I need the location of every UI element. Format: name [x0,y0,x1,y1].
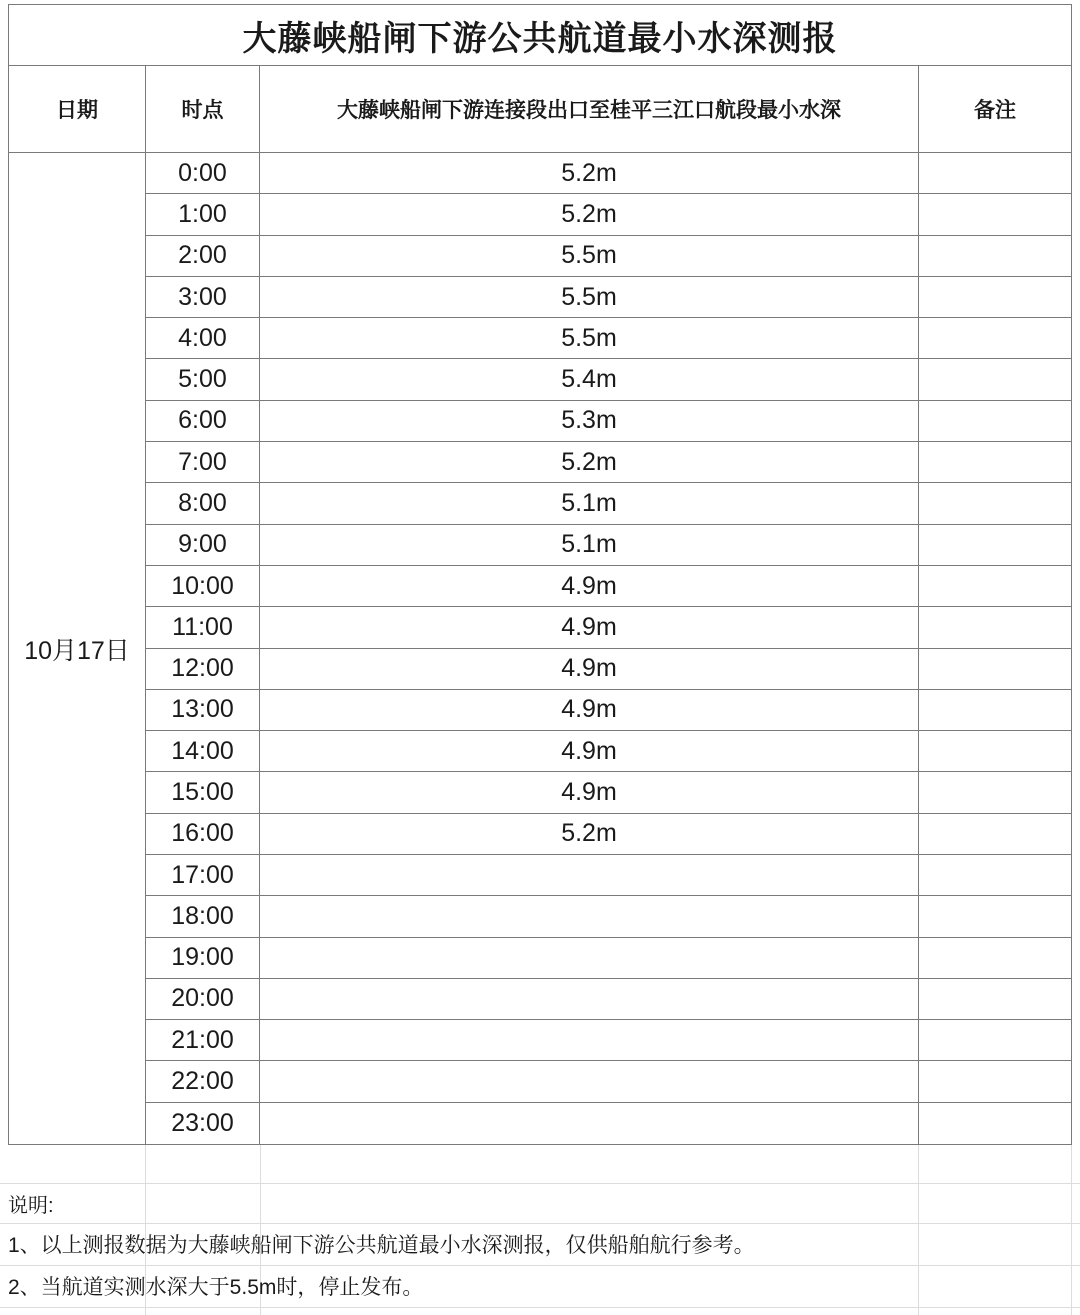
depth-cell: 4.9m [260,566,919,607]
remark-cell [919,194,1071,235]
faint-grid-hline [0,1307,1080,1308]
table-body [9,153,1071,1144]
remark-cell [919,731,1071,772]
depth-cell [260,896,919,937]
remark-cell [919,772,1071,813]
time-cell: 2:00 [146,236,260,277]
time-cell: 16:00 [146,814,260,855]
remark-cell [919,525,1071,566]
time-cell: 9:00 [146,525,260,566]
header-depth: 大藤峡船闸下游连接段出口至桂平三江口航段最小水深 [260,66,919,152]
remark-cell [919,649,1071,690]
time-cell: 12:00 [146,649,260,690]
depth-cell: 4.9m [260,607,919,648]
time-cell: 15:00 [146,772,260,813]
remark-cell [919,855,1071,896]
time-cell: 20:00 [146,979,260,1020]
remark-cell [919,938,1071,979]
header-time: 时点 [146,66,260,152]
remark-cell [919,483,1071,524]
depth-cell [260,979,919,1020]
time-cell: 3:00 [146,277,260,318]
depth-cell: 4.9m [260,772,919,813]
table-header-row [9,66,1071,153]
depth-cell: 5.1m [260,483,919,524]
remark-cell [919,814,1071,855]
header-date: 日期 [9,66,146,152]
depth-cell: 5.5m [260,236,919,277]
remark-cell [919,442,1071,483]
time-cell: 11:00 [146,607,260,648]
depth-cell: 5.5m [260,277,919,318]
time-cell: 1:00 [146,194,260,235]
remark-cell [919,318,1071,359]
note-item-1: 1、以上测报数据为大藤峡船闸下游公共航道最小水深测报，仅供船舶航行参考。 [8,1234,755,1257]
note-item-2: 2、当航道实测水深大于5.5m时，停止发布。 [8,1276,424,1299]
time-cell: 14:00 [146,731,260,772]
depth-cell: 5.1m [260,525,919,566]
time-cell: 5:00 [146,359,260,400]
remark-cell [919,896,1071,937]
remark-cell [919,690,1071,731]
depth-cell [260,1103,919,1144]
remark-cell [919,1020,1071,1061]
notes-label: 说明: [8,1194,54,1217]
depth-cell: 5.4m [260,359,919,400]
time-cell: 0:00 [146,153,260,194]
depth-cell: 5.5m [260,318,919,359]
depth-cell [260,1061,919,1102]
time-cell: 10:00 [146,566,260,607]
time-cell: 7:00 [146,442,260,483]
time-cell: 8:00 [146,483,260,524]
time-cell: 17:00 [146,855,260,896]
depth-cell: 4.9m [260,731,919,772]
date-cell: 10月17日 [9,153,146,1144]
remark-cell [919,401,1071,442]
remark-cell [919,277,1071,318]
remark-cell [919,566,1071,607]
time-cell: 13:00 [146,690,260,731]
page-title: 大藤峡船闸下游公共航道最小水深测报 [9,5,1071,66]
time-cell: 22:00 [146,1061,260,1102]
time-cell: 23:00 [146,1103,260,1144]
depth-cell: 4.9m [260,649,919,690]
time-cell: 4:00 [146,318,260,359]
depth-cell [260,855,919,896]
time-cell: 21:00 [146,1020,260,1061]
header-remark: 备注 [974,99,1016,122]
depth-cell: 5.2m [260,153,919,194]
depth-cell [260,938,919,979]
depth-cell: 5.2m [260,194,919,235]
remark-cell [919,153,1071,194]
depth-cell: 5.3m [260,401,919,442]
time-cell: 6:00 [146,401,260,442]
time-cell: 19:00 [146,938,260,979]
depth-cell: 4.9m [260,690,919,731]
remark-cell [919,1061,1071,1102]
depth-cell: 5.2m [260,814,919,855]
remark-cell [919,979,1071,1020]
remark-cell [919,1103,1071,1144]
remark-cell [919,607,1071,648]
time-cell: 18:00 [146,896,260,937]
depth-cell: 5.2m [260,442,919,483]
depth-cell [260,1020,919,1061]
depth-report-table [8,4,1072,1145]
remark-cell [919,236,1071,277]
remark-cell [919,359,1071,400]
